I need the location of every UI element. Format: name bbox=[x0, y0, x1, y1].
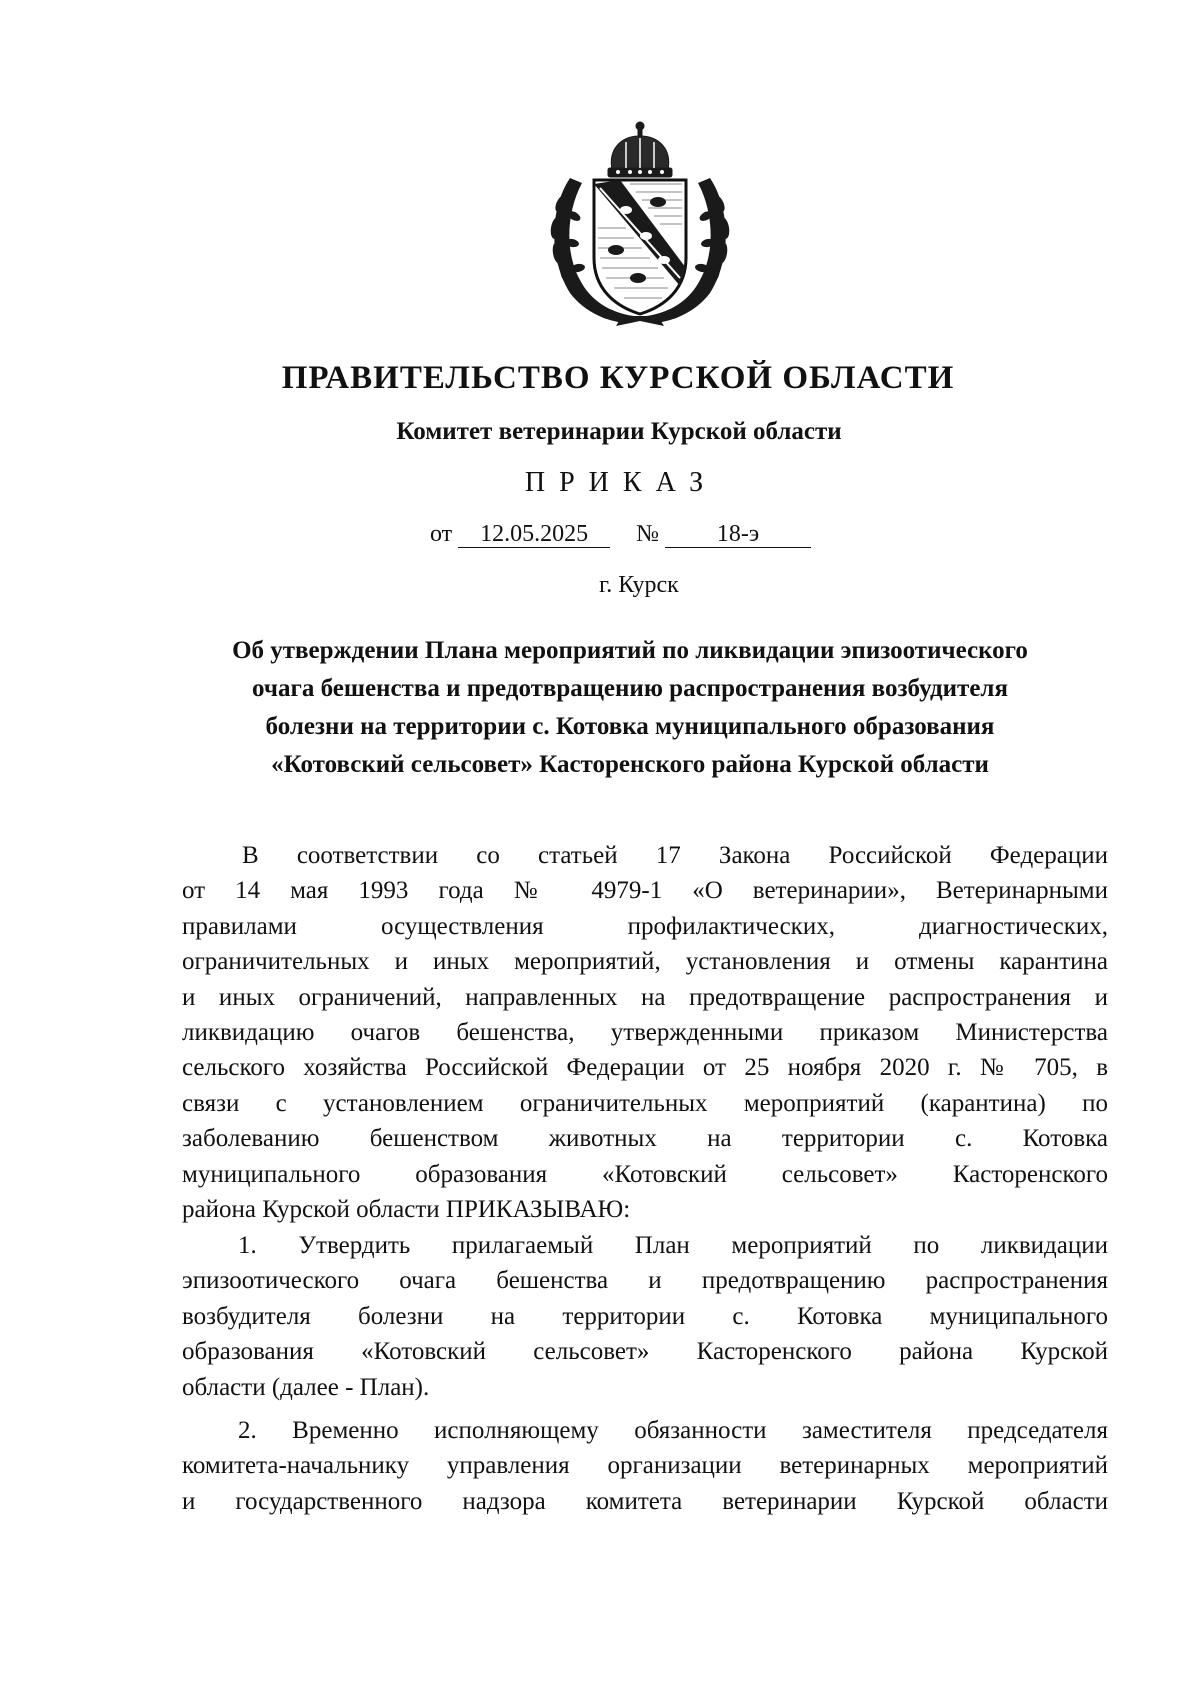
document-title bbox=[160, 632, 1100, 784]
committee-name: Комитет ветеринарии Курской области bbox=[396, 418, 842, 445]
city: г. Курск bbox=[599, 572, 679, 598]
text-line: возбудителя болезни на территории с. Котовка муниципального bbox=[182, 1302, 1108, 1330]
text-line: заболеванию бешенством животных на территории с. Котовка bbox=[182, 1125, 1108, 1153]
document-date: 12.05.2025 bbox=[458, 521, 610, 548]
kursk-coat-of-arms-icon bbox=[530, 118, 750, 330]
title-line: очага бешенства и предотвращению распространения возбудителя bbox=[252, 675, 1008, 702]
item-1-paragraph bbox=[182, 1228, 1108, 1405]
text-line: образования «Котовский сельсовет» Касторенского района Курской bbox=[182, 1338, 1108, 1366]
item-2-paragraph bbox=[182, 1413, 1108, 1519]
text-line: эпизоотического очага бешенства и предотвращению распространения bbox=[182, 1267, 1108, 1295]
title-line: Об утверждении Плана мероприятий по ликвидации эпизоотического bbox=[232, 637, 1028, 664]
text-line: правилами осуществления профилактических, диагностических, bbox=[182, 912, 1108, 940]
title-line: болезни на территории с. Котовка муниципального образования bbox=[265, 713, 995, 740]
text-line: В соответствии со статьей 17 Закона Российской Федерации bbox=[242, 842, 1108, 869]
text-line: связи с установлением ограничительных мероприятий (карантина) по bbox=[182, 1089, 1108, 1117]
text-line: 2. Временно исполняющему обязанности заместителя председателя bbox=[238, 1417, 1108, 1444]
text-line: 1. Утвердить прилагаемый План мероприятий по ликвидации bbox=[238, 1232, 1108, 1259]
text-line: сельского хозяйства Российской Федерации от 25 ноября 2020 г. № 705, в bbox=[182, 1054, 1108, 1082]
number-prefix: № bbox=[636, 521, 660, 547]
text-line: от 14 мая 1993 года № 4979-1 «О ветеринарии», Ветеринарными bbox=[182, 877, 1108, 905]
date-prefix: от bbox=[430, 521, 453, 547]
text-line: ликвидацию очагов бешенства, утвержденными приказом Министерства bbox=[182, 1018, 1108, 1046]
government-heading: ПРАВИТЕЛЬСТВО КУРСКОЙ ОБЛАСТИ bbox=[281, 360, 955, 396]
preamble-paragraph bbox=[182, 838, 1108, 1227]
document-number: 18-э bbox=[665, 521, 811, 548]
text-line: муниципального образования «Котовский сельсовет» Касторенского bbox=[182, 1160, 1108, 1188]
date-number-line bbox=[430, 521, 811, 548]
text-line: комитета-начальнику управления организации ветеринарных мероприятий bbox=[182, 1452, 1108, 1480]
text-line: области (далее - План). bbox=[182, 1373, 430, 1401]
text-line: и государственного надзора комитета ветеринарии Курской области bbox=[182, 1487, 1108, 1515]
text-line: и иных ограничений, направленных на предотвращение распространения и bbox=[182, 983, 1108, 1011]
title-line: «Котовский сельсовет» Касторенского района Курской области bbox=[271, 751, 989, 778]
text-line: района Курской области ПРИКАЗЫВАЮ: bbox=[182, 1195, 631, 1223]
text-line: ограничительных и иных мероприятий, установления и отмены карантина bbox=[182, 948, 1108, 976]
document-type: ПРИКАЗ bbox=[524, 467, 718, 498]
